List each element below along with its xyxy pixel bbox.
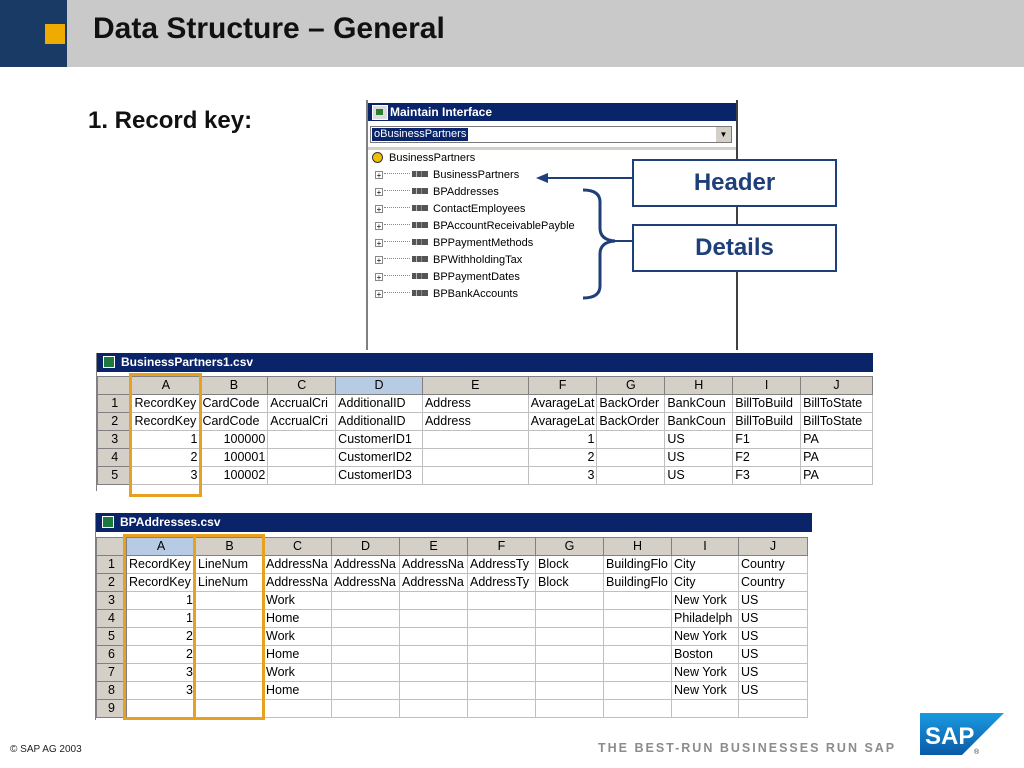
column-header[interactable]: F bbox=[528, 377, 597, 395]
cell[interactable] bbox=[264, 700, 332, 718]
details-callout: Details bbox=[632, 224, 837, 272]
cell[interactable]: AddressTy bbox=[468, 556, 536, 574]
cell[interactable]: City bbox=[672, 556, 739, 574]
cell[interactable] bbox=[332, 700, 400, 718]
cell[interactable]: 3 bbox=[132, 467, 200, 485]
cell[interactable]: AdditionalID bbox=[336, 413, 423, 431]
tree-root-label: BusinessPartners bbox=[389, 152, 476, 164]
cell[interactable] bbox=[604, 646, 672, 664]
expand-plus-icon[interactable]: + bbox=[376, 222, 382, 231]
dropdown-arrow-icon[interactable]: ▼ bbox=[715, 127, 731, 142]
cell[interactable]: AvarageLat bbox=[528, 413, 597, 431]
cell[interactable] bbox=[400, 682, 468, 700]
cell[interactable]: BuildingFlo bbox=[604, 574, 672, 592]
cell[interactable] bbox=[597, 431, 665, 449]
cell[interactable]: AddressTy bbox=[468, 574, 536, 592]
column-header[interactable]: G bbox=[597, 377, 665, 395]
cell[interactable]: 1 bbox=[132, 431, 200, 449]
cell[interactable]: Work bbox=[264, 592, 332, 610]
cell[interactable]: AddressNa bbox=[264, 574, 332, 592]
cell[interactable]: BuildingFlo bbox=[604, 556, 672, 574]
column-header[interactable]: E bbox=[422, 377, 528, 395]
cell[interactable] bbox=[604, 682, 672, 700]
cell[interactable]: 1 bbox=[528, 431, 597, 449]
row-header[interactable]: 4 bbox=[97, 610, 127, 628]
header-callout: Header bbox=[632, 159, 837, 207]
table-row bbox=[98, 431, 873, 449]
cell[interactable] bbox=[597, 449, 665, 467]
cell[interactable]: F2 bbox=[733, 449, 801, 467]
tree-node-label: BPPaymentDates bbox=[433, 271, 520, 283]
row-header[interactable]: 8 bbox=[97, 682, 127, 700]
line-num-highlight bbox=[193, 534, 265, 720]
tree-node-label: BPAddresses bbox=[433, 186, 499, 198]
column-header[interactable]: B bbox=[196, 538, 264, 556]
column-header[interactable]: E bbox=[400, 538, 468, 556]
row-header[interactable]: 6 bbox=[97, 646, 127, 664]
cell[interactable] bbox=[604, 592, 672, 610]
sheet-caption[interactable] bbox=[96, 513, 812, 532]
column-header[interactable]: J bbox=[801, 377, 873, 395]
cell[interactable]: PA bbox=[801, 431, 873, 449]
table-row bbox=[98, 467, 873, 485]
svg-text:SAP: SAP bbox=[925, 723, 975, 750]
expand-plus-icon[interactable]: + bbox=[376, 188, 382, 197]
expand-plus-icon[interactable]: + bbox=[376, 290, 382, 299]
table-row bbox=[98, 395, 873, 413]
cell[interactable]: 3 bbox=[127, 682, 196, 700]
cell[interactable]: New York bbox=[672, 592, 739, 610]
cell[interactable]: Block bbox=[536, 574, 604, 592]
cell[interactable]: Address bbox=[422, 413, 528, 431]
cell[interactable] bbox=[400, 628, 468, 646]
cell[interactable]: AddressNa bbox=[400, 574, 468, 592]
cell[interactable] bbox=[468, 664, 536, 682]
cell[interactable] bbox=[739, 700, 808, 718]
row-header[interactable]: 5 bbox=[97, 628, 127, 646]
cell[interactable]: City bbox=[672, 574, 739, 592]
sheet-caption-title: BusinessPartners1.csv bbox=[121, 355, 254, 369]
select-all-corner[interactable] bbox=[97, 538, 127, 556]
column-header[interactable]: A bbox=[127, 538, 196, 556]
select-all-corner[interactable] bbox=[98, 377, 132, 395]
row-header[interactable]: 4 bbox=[98, 449, 132, 467]
cell[interactable]: Address bbox=[422, 395, 528, 413]
cell[interactable]: AdditionalID bbox=[336, 395, 423, 413]
cell[interactable] bbox=[604, 700, 672, 718]
page-title: Data Structure – General bbox=[93, 12, 445, 45]
cell[interactable]: 3 bbox=[127, 664, 196, 682]
cell[interactable]: PA bbox=[801, 449, 873, 467]
cell[interactable] bbox=[468, 628, 536, 646]
cell[interactable]: 1 bbox=[127, 610, 196, 628]
combo-selected-value: oBusinessPartners bbox=[374, 128, 467, 140]
expand-plus-icon[interactable]: + bbox=[376, 256, 382, 265]
row-header[interactable]: 1 bbox=[97, 556, 127, 574]
cell[interactable] bbox=[604, 628, 672, 646]
cell[interactable]: BillToState bbox=[801, 413, 873, 431]
column-header[interactable]: D bbox=[336, 377, 423, 395]
cell[interactable]: Work bbox=[264, 664, 332, 682]
cell[interactable] bbox=[400, 700, 468, 718]
cell[interactable] bbox=[468, 646, 536, 664]
cell[interactable] bbox=[604, 610, 672, 628]
cell[interactable]: LineNum bbox=[196, 574, 264, 592]
cell[interactable] bbox=[604, 664, 672, 682]
cell[interactable] bbox=[536, 700, 604, 718]
cell[interactable]: Philadelph bbox=[672, 610, 739, 628]
cell[interactable]: US bbox=[739, 628, 808, 646]
tree-node-label: BPAccountReceivablePayble bbox=[433, 220, 575, 232]
cell[interactable]: US bbox=[739, 592, 808, 610]
cell[interactable]: RecordKey bbox=[132, 395, 200, 413]
sap-logo bbox=[918, 711, 1006, 757]
cell[interactable] bbox=[332, 628, 400, 646]
cell[interactable]: 100002 bbox=[200, 467, 268, 485]
column-header[interactable]: I bbox=[733, 377, 801, 395]
tagline: THE BEST-RUN BUSINESSES RUN SAP bbox=[598, 741, 897, 755]
cell[interactable]: PA bbox=[801, 467, 873, 485]
cell[interactable] bbox=[400, 592, 468, 610]
cell[interactable]: New York bbox=[672, 628, 739, 646]
cell[interactable]: US bbox=[739, 610, 808, 628]
column-header[interactable]: F bbox=[468, 538, 536, 556]
cell[interactable]: CustomerID3 bbox=[336, 467, 423, 485]
cell[interactable]: US bbox=[739, 646, 808, 664]
row-header[interactable]: 9 bbox=[97, 700, 127, 718]
column-header[interactable]: J bbox=[739, 538, 808, 556]
cell[interactable]: Boston bbox=[672, 646, 739, 664]
cell[interactable]: AvarageLat bbox=[528, 395, 597, 413]
column-header[interactable]: C bbox=[264, 538, 332, 556]
cell[interactable]: New York bbox=[672, 682, 739, 700]
column-header[interactable]: B bbox=[200, 377, 268, 395]
cell[interactable] bbox=[400, 664, 468, 682]
cell[interactable] bbox=[332, 682, 400, 700]
cell[interactable]: CustomerID1 bbox=[336, 431, 423, 449]
sheet-business-partners bbox=[96, 353, 873, 491]
cell[interactable]: RecordKey bbox=[132, 413, 200, 431]
cell[interactable]: RecordKey bbox=[127, 556, 196, 574]
cell[interactable]: Home bbox=[264, 646, 332, 664]
column-header[interactable]: H bbox=[665, 377, 733, 395]
row-header[interactable]: 7 bbox=[97, 664, 127, 682]
cell[interactable] bbox=[536, 664, 604, 682]
cell[interactable]: Home bbox=[264, 610, 332, 628]
cell[interactable] bbox=[536, 610, 604, 628]
row-header[interactable]: 2 bbox=[98, 413, 132, 431]
cell[interactable]: 2 bbox=[528, 449, 597, 467]
cell[interactable]: BillToBuild bbox=[733, 395, 801, 413]
tree-node-label: BPPaymentMethods bbox=[433, 237, 534, 249]
cell[interactable]: 1 bbox=[127, 592, 196, 610]
cell[interactable] bbox=[268, 431, 336, 449]
cell[interactable] bbox=[536, 628, 604, 646]
arrow-to-header bbox=[536, 173, 632, 183]
cell[interactable]: RecordKey bbox=[127, 574, 196, 592]
column-header[interactable]: G bbox=[536, 538, 604, 556]
expand-plus-icon[interactable]: + bbox=[376, 205, 382, 214]
cell[interactable]: Country bbox=[739, 574, 808, 592]
cell[interactable]: AddressNa bbox=[332, 574, 400, 592]
column-header[interactable]: I bbox=[672, 538, 739, 556]
details-brace bbox=[583, 190, 615, 298]
cell[interactable]: Country bbox=[739, 556, 808, 574]
cell[interactable]: F1 bbox=[733, 431, 801, 449]
expand-plus-icon[interactable]: + bbox=[376, 239, 382, 248]
cell[interactable]: New York bbox=[672, 664, 739, 682]
cell[interactable] bbox=[468, 700, 536, 718]
expand-plus-icon[interactable]: + bbox=[376, 171, 382, 180]
cell[interactable]: F3 bbox=[733, 467, 801, 485]
copyright: © SAP AG 2003 bbox=[10, 744, 82, 755]
cell[interactable]: BillToBuild bbox=[733, 413, 801, 431]
cell[interactable] bbox=[468, 592, 536, 610]
column-header[interactable]: C bbox=[268, 377, 336, 395]
cell[interactable]: BankCoun bbox=[665, 413, 733, 431]
column-header[interactable]: A bbox=[132, 377, 200, 395]
cell[interactable] bbox=[422, 449, 528, 467]
cell[interactable]: Work bbox=[264, 628, 332, 646]
row-header[interactable]: 3 bbox=[97, 592, 127, 610]
cell[interactable]: Home bbox=[264, 682, 332, 700]
cell[interactable] bbox=[536, 592, 604, 610]
cell[interactable] bbox=[536, 682, 604, 700]
spreadsheet-grid bbox=[97, 376, 873, 485]
cell[interactable]: US bbox=[665, 431, 733, 449]
bullet-record-key: 1. Record key: bbox=[88, 107, 253, 134]
sheet-caption-title: BPAddresses.csv bbox=[120, 515, 221, 529]
cell[interactable]: 2 bbox=[127, 628, 196, 646]
cell[interactable] bbox=[332, 610, 400, 628]
cell[interactable]: CustomerID2 bbox=[336, 449, 423, 467]
cell[interactable] bbox=[332, 592, 400, 610]
cell[interactable] bbox=[268, 467, 336, 485]
cell[interactable]: 3 bbox=[528, 467, 597, 485]
cell[interactable]: US bbox=[665, 449, 733, 467]
cell[interactable]: CardCode bbox=[200, 395, 268, 413]
cell[interactable]: AccrualCri bbox=[268, 395, 336, 413]
sheet-caption[interactable] bbox=[97, 353, 873, 372]
cell[interactable] bbox=[422, 467, 528, 485]
cell[interactable] bbox=[468, 682, 536, 700]
row-header[interactable]: 1 bbox=[98, 395, 132, 413]
cell[interactable]: BackOrder bbox=[597, 395, 665, 413]
row-header[interactable]: 2 bbox=[97, 574, 127, 592]
cell[interactable]: AddressNa bbox=[332, 556, 400, 574]
table-row bbox=[98, 413, 873, 431]
tree-node-label: BusinessPartners bbox=[433, 169, 520, 181]
record-key-highlight bbox=[129, 373, 202, 497]
cell[interactable] bbox=[400, 646, 468, 664]
cell[interactable]: LineNum bbox=[196, 556, 264, 574]
cell[interactable] bbox=[422, 431, 528, 449]
cell[interactable]: AccrualCri bbox=[268, 413, 336, 431]
cell[interactable] bbox=[672, 700, 739, 718]
excel-icon bbox=[103, 356, 115, 368]
cell[interactable]: 100000 bbox=[200, 431, 268, 449]
column-header[interactable]: D bbox=[332, 538, 400, 556]
cell[interactable] bbox=[332, 664, 400, 682]
cell[interactable] bbox=[400, 610, 468, 628]
cell[interactable] bbox=[597, 467, 665, 485]
cell[interactable] bbox=[468, 610, 536, 628]
window-caption-title: Maintain Interface bbox=[390, 105, 493, 119]
record-key-highlight bbox=[123, 534, 196, 720]
cell[interactable]: AddressNa bbox=[400, 556, 468, 574]
column-header[interactable]: H bbox=[604, 538, 672, 556]
cell[interactable]: 100001 bbox=[200, 449, 268, 467]
cell[interactable]: US bbox=[739, 682, 808, 700]
cell[interactable] bbox=[332, 646, 400, 664]
cell[interactable] bbox=[536, 646, 604, 664]
tree-node-label: BPBankAccounts bbox=[433, 288, 518, 300]
cell[interactable]: BillToState bbox=[801, 395, 873, 413]
cell[interactable]: US bbox=[665, 467, 733, 485]
cell[interactable]: BackOrder bbox=[597, 413, 665, 431]
cell[interactable]: Block bbox=[536, 556, 604, 574]
expand-plus-icon[interactable]: + bbox=[376, 273, 382, 282]
svg-text:®: ® bbox=[974, 749, 980, 756]
cell[interactable] bbox=[268, 449, 336, 467]
table-row bbox=[98, 449, 873, 467]
tree-node-label: BPWithholdingTax bbox=[433, 254, 523, 266]
row-header[interactable]: 3 bbox=[98, 431, 132, 449]
cell[interactable]: 2 bbox=[127, 646, 196, 664]
excel-icon bbox=[102, 516, 114, 528]
cell[interactable]: 2 bbox=[132, 449, 200, 467]
tree-node-label: ContactEmployees bbox=[433, 203, 526, 215]
row-header[interactable]: 5 bbox=[98, 467, 132, 485]
cell[interactable]: AddressNa bbox=[264, 556, 332, 574]
cell[interactable]: CardCode bbox=[200, 413, 268, 431]
cell[interactable]: US bbox=[739, 664, 808, 682]
cell[interactable]: BankCoun bbox=[665, 395, 733, 413]
